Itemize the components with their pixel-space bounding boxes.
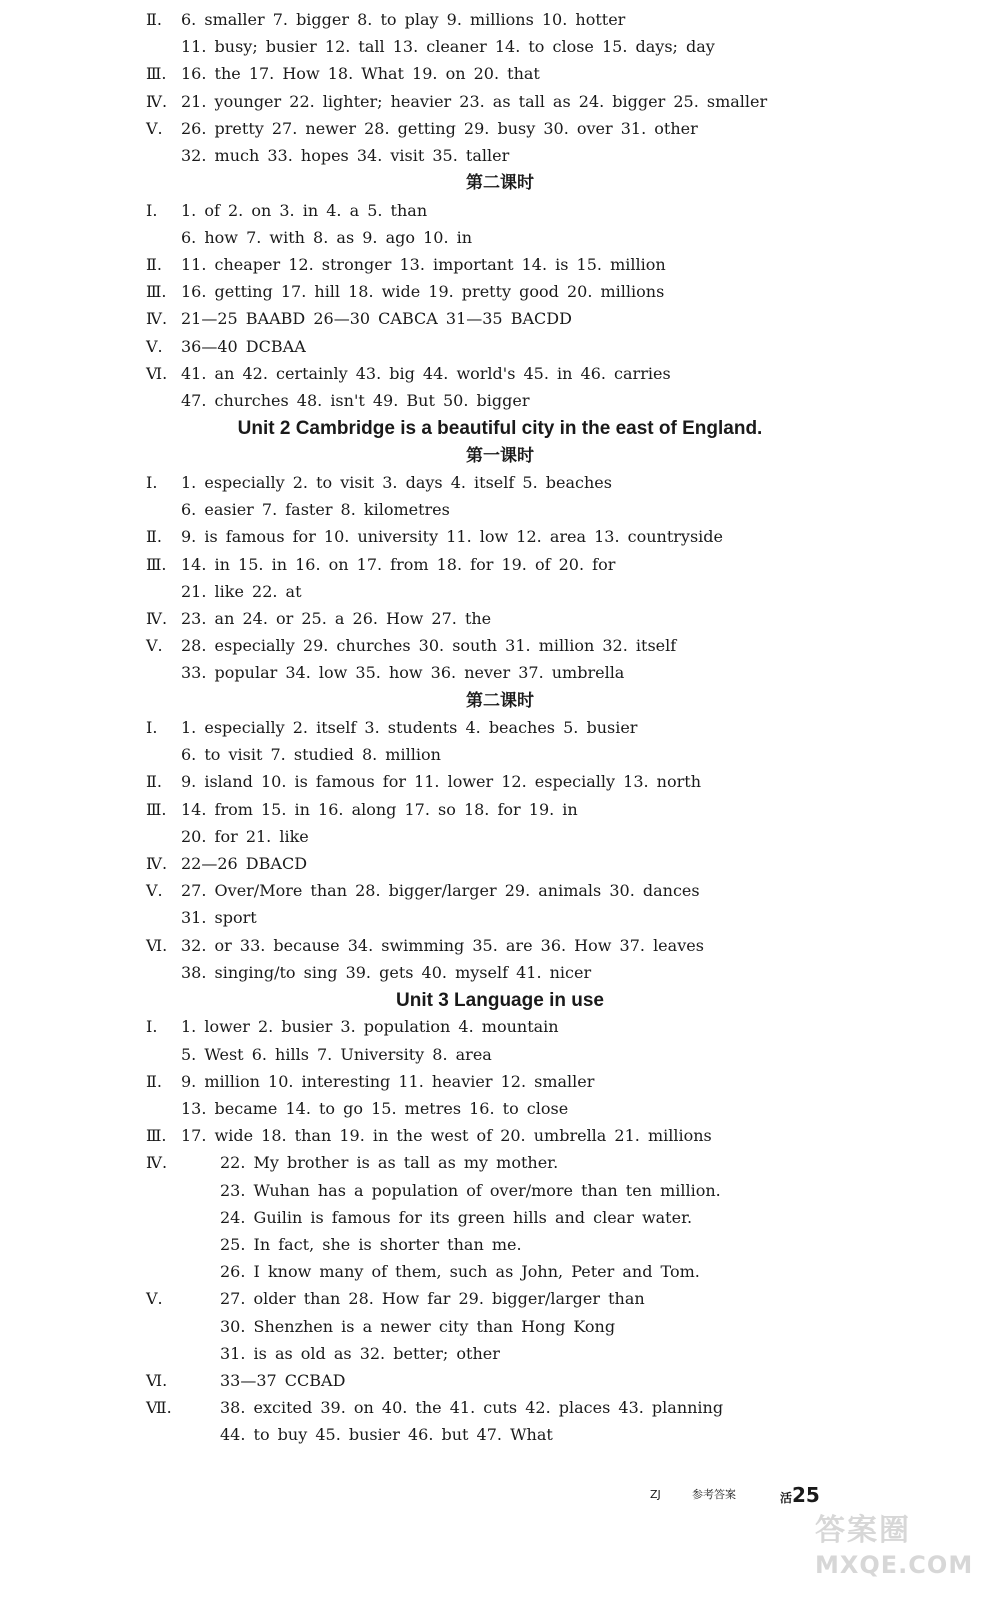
section-number: Ⅱ.: [146, 1071, 162, 1091]
answer-text: 38. singing/to sing 39. gets 40. myself 41. nicer: [181, 962, 592, 982]
section-number: Ⅱ.: [146, 772, 162, 792]
answer-line: [0, 578, 1000, 605]
section-number: Ⅲ.: [146, 1126, 167, 1146]
answer-text: 1. lower 2. busier 3. population 4. mountain: [181, 1017, 559, 1037]
section-number: Ⅰ.: [146, 718, 158, 737]
answer-text: 21. younger 22. lighter; heavier 23. as tall as 24. bigger 25. smaller: [181, 91, 768, 111]
section-number: Ⅴ.: [146, 1289, 163, 1309]
answer-text: 1. of 2. on 3. in 4. a 5. than: [181, 200, 428, 220]
section-number: Ⅴ.: [146, 881, 163, 901]
section-number: Ⅲ.: [146, 799, 167, 819]
answer-line: [0, 659, 1000, 686]
answer-text: 6. how 7. with 8. as 9. ago 10. in: [181, 227, 473, 247]
answer-text: 26. I know many of them, such as John, Peter and Tom.: [220, 1262, 700, 1282]
answer-text: 41. an 42. certainly 43. big 44. world's 45. in 46. carries: [181, 363, 671, 383]
answer-line: [0, 197, 1000, 224]
answer-line: [0, 959, 1000, 986]
answer-line: [0, 224, 1000, 251]
answer-line: [0, 1313, 1000, 1340]
answer-line: [0, 768, 1000, 795]
answer-line: [0, 1258, 1000, 1285]
answer-text: 17. wide 18. than 19. in the west of 20. umbrella 21. millions: [181, 1126, 712, 1146]
answer-line: [0, 904, 1000, 931]
watermark-logo: [815, 1505, 985, 1590]
answer-line: [0, 1095, 1000, 1122]
section-number: Ⅱ.: [146, 255, 162, 274]
answer-line: [0, 632, 1000, 659]
answer-line: [0, 115, 1000, 142]
answer-text: 6. to visit 7. studied 8. million: [181, 745, 441, 765]
answer-text: 32. or 33. because 34. swimming 35. are 36. How 37. leaves: [181, 935, 704, 955]
answer-text: 26. pretty 27. newer 28. getting 29. busy 30. over 31. other: [181, 118, 698, 138]
answer-text: 44. to buy 45. busier 46. but 47. What: [220, 1425, 553, 1445]
answer-line: [0, 6, 1000, 33]
answer-text: 21—25 BAABD 26—30 CABCA 31—35 BACDD: [181, 309, 572, 329]
answer-line: [0, 1421, 1000, 1448]
lesson-heading: 第二课时: [466, 690, 534, 711]
section-number: Ⅰ.: [146, 1017, 158, 1037]
section-number: Ⅵ.: [146, 1371, 168, 1390]
answer-text: 9. is famous for 10. university 11. low 12. area 13. countryside: [181, 527, 723, 547]
answer-line: [0, 877, 1000, 904]
answer-line: [0, 305, 1000, 332]
answer-text: 16. the 17. How 18. What 19. on 20. that: [181, 64, 540, 84]
answer-text: 24. Guilin is famous for its green hills and clear water.: [220, 1207, 693, 1227]
lesson-heading: 第二课时: [466, 173, 534, 194]
answer-text: 1. especially 2. itself 3. students 4. beaches 5. busier: [181, 718, 638, 737]
answer-text: 33. popular 34. low 35. how 36. never 37. umbrella: [181, 663, 625, 683]
answer-line: [0, 1068, 1000, 1095]
answer-line: [0, 551, 1000, 578]
answer-text: 36—40 DCBAA: [181, 336, 306, 356]
answer-text: 38. excited 39. on 40. the 41. cuts 42. places 43. planning: [220, 1398, 724, 1418]
answer-text: 9. million 10. interesting 11. heavier 12. smaller: [181, 1071, 595, 1091]
section-number: Ⅶ.: [146, 1398, 172, 1418]
answer-text: 47. churches 48. isn't 49. But 50. bigger: [181, 391, 530, 410]
answer-line: [0, 523, 1000, 550]
answer-text: 31. is as old as 32. better; other: [220, 1343, 500, 1363]
answer-line: [0, 496, 1000, 523]
answer-text: 25. In fact, she is shorter than me.: [220, 1235, 522, 1254]
answer-text: 23. Wuhan has a population of over/more than ten million.: [220, 1180, 721, 1200]
answer-line: [0, 251, 1000, 278]
answer-line: [0, 1204, 1000, 1231]
answer-text: 14. from 15. in 16. along 17. so 18. for 19. in: [181, 799, 578, 819]
section-number: Ⅳ.: [146, 91, 168, 111]
section-number: Ⅵ.: [146, 935, 168, 955]
answer-line: [0, 60, 1000, 87]
page-number-value: 25: [792, 1483, 820, 1507]
watermark-url: MXQE.COM: [815, 1551, 974, 1579]
section-number: Ⅳ.: [146, 609, 168, 628]
answer-text: 23. an 24. or 25. a 26. How 27. the: [181, 609, 492, 628]
answer-line: [0, 1231, 1000, 1258]
answer-text: 32. much 33. hopes 34. visit 35. taller: [181, 146, 510, 165]
answer-text: 11. cheaper 12. stronger 13. important 14. is 15. million: [181, 255, 666, 274]
section-number: Ⅳ.: [146, 854, 168, 873]
page-number-prefix: 活: [780, 1491, 793, 1505]
answer-text: 22. My brother is as tall as my mother.: [220, 1153, 559, 1173]
answer-text: 30. Shenzhen is a newer city than Hong Kong: [220, 1316, 616, 1336]
answer-line: [0, 1177, 1000, 1204]
answer-text: 27. older than 28. How far 29. bigger/larger than: [220, 1289, 645, 1309]
answer-text: 13. became 14. to go 15. metres 16. to close: [181, 1099, 569, 1118]
answer-line: [0, 1041, 1000, 1068]
answer-text: 27. Over/More than 28. bigger/larger 29. animals 30. dances: [181, 881, 700, 901]
answer-text: 14. in 15. in 16. on 17. from 18. for 19. of 20. for: [181, 554, 616, 574]
answer-text: 11. busy; busier 12. tall 13. cleaner 14. to close 15. days; day: [181, 37, 715, 57]
section-number: Ⅲ.: [146, 64, 167, 84]
answer-line: [0, 333, 1000, 360]
answer-line: [0, 1149, 1000, 1176]
answer-line: [0, 88, 1000, 115]
answer-text: 1. especially 2. to visit 3. days 4. itself 5. beaches: [181, 473, 612, 492]
section-number: Ⅰ.: [146, 200, 158, 220]
answer-line: [0, 33, 1000, 60]
section-number: Ⅰ.: [146, 473, 158, 492]
answer-line: [0, 1013, 1000, 1040]
section-number: Ⅱ.: [146, 527, 162, 547]
answer-line: [0, 1340, 1000, 1367]
section-number: Ⅴ.: [146, 636, 163, 656]
section-number: Ⅲ.: [146, 282, 167, 302]
answer-text: 22—26 DBACD: [181, 854, 308, 873]
answer-line: [0, 469, 1000, 496]
answer-text: 16. getting 17. hill 18. wide 19. pretty good 20. millions: [181, 282, 665, 302]
section-number: Ⅳ.: [146, 1153, 168, 1173]
answer-text: 31. sport: [181, 908, 257, 928]
answer-line: [0, 605, 1000, 632]
answer-line: [0, 387, 1000, 414]
answer-text: 6. smaller 7. bigger 8. to play 9. millions 10. hotter: [181, 10, 626, 29]
answer-line: [0, 932, 1000, 959]
answer-line: [0, 1394, 1000, 1421]
answer-line: [0, 142, 1000, 169]
section-number: Ⅲ.: [146, 554, 167, 574]
answer-line: [0, 714, 1000, 741]
section-number: Ⅱ.: [146, 10, 162, 29]
answer-text: 9. island 10. is famous for 11. lower 12. especially 13. north: [181, 772, 701, 792]
answer-line: [0, 360, 1000, 387]
answer-line: [0, 1285, 1000, 1312]
answer-line: [0, 823, 1000, 850]
section-number: Ⅴ.: [146, 336, 163, 356]
section-number: Ⅳ.: [146, 309, 168, 329]
watermark-text: 答案圈: [815, 1513, 911, 1548]
answer-line: [0, 1122, 1000, 1149]
answer-line: [0, 850, 1000, 877]
answer-text: 6. easier 7. faster 8. kilometres: [181, 500, 450, 520]
answer-text: 28. especially 29. churches 30. south 31. million 32. itself: [181, 636, 677, 656]
answer-text: 5. West 6. hills 7. University 8. area: [181, 1044, 492, 1064]
footer-code: ZJ: [650, 1488, 661, 1501]
unit-heading: Unit 2 Cambridge is a beautiful city in the east of England.: [237, 418, 763, 440]
answer-text: 21. like 22. at: [181, 581, 302, 601]
section-number: Ⅵ.: [146, 363, 168, 383]
answer-text: 33—37 CCBAD: [220, 1371, 346, 1390]
lesson-heading: 第一课时: [466, 445, 534, 466]
answer-line: [0, 278, 1000, 305]
unit-heading: Unit 3 Language in use: [396, 990, 604, 1011]
footer-label: 参考答案: [692, 1488, 736, 1501]
answer-line: [0, 741, 1000, 768]
section-number: Ⅴ.: [146, 118, 163, 138]
answer-line: [0, 796, 1000, 823]
answer-line: [0, 1367, 1000, 1394]
answer-text: 20. for 21. like: [181, 826, 309, 846]
